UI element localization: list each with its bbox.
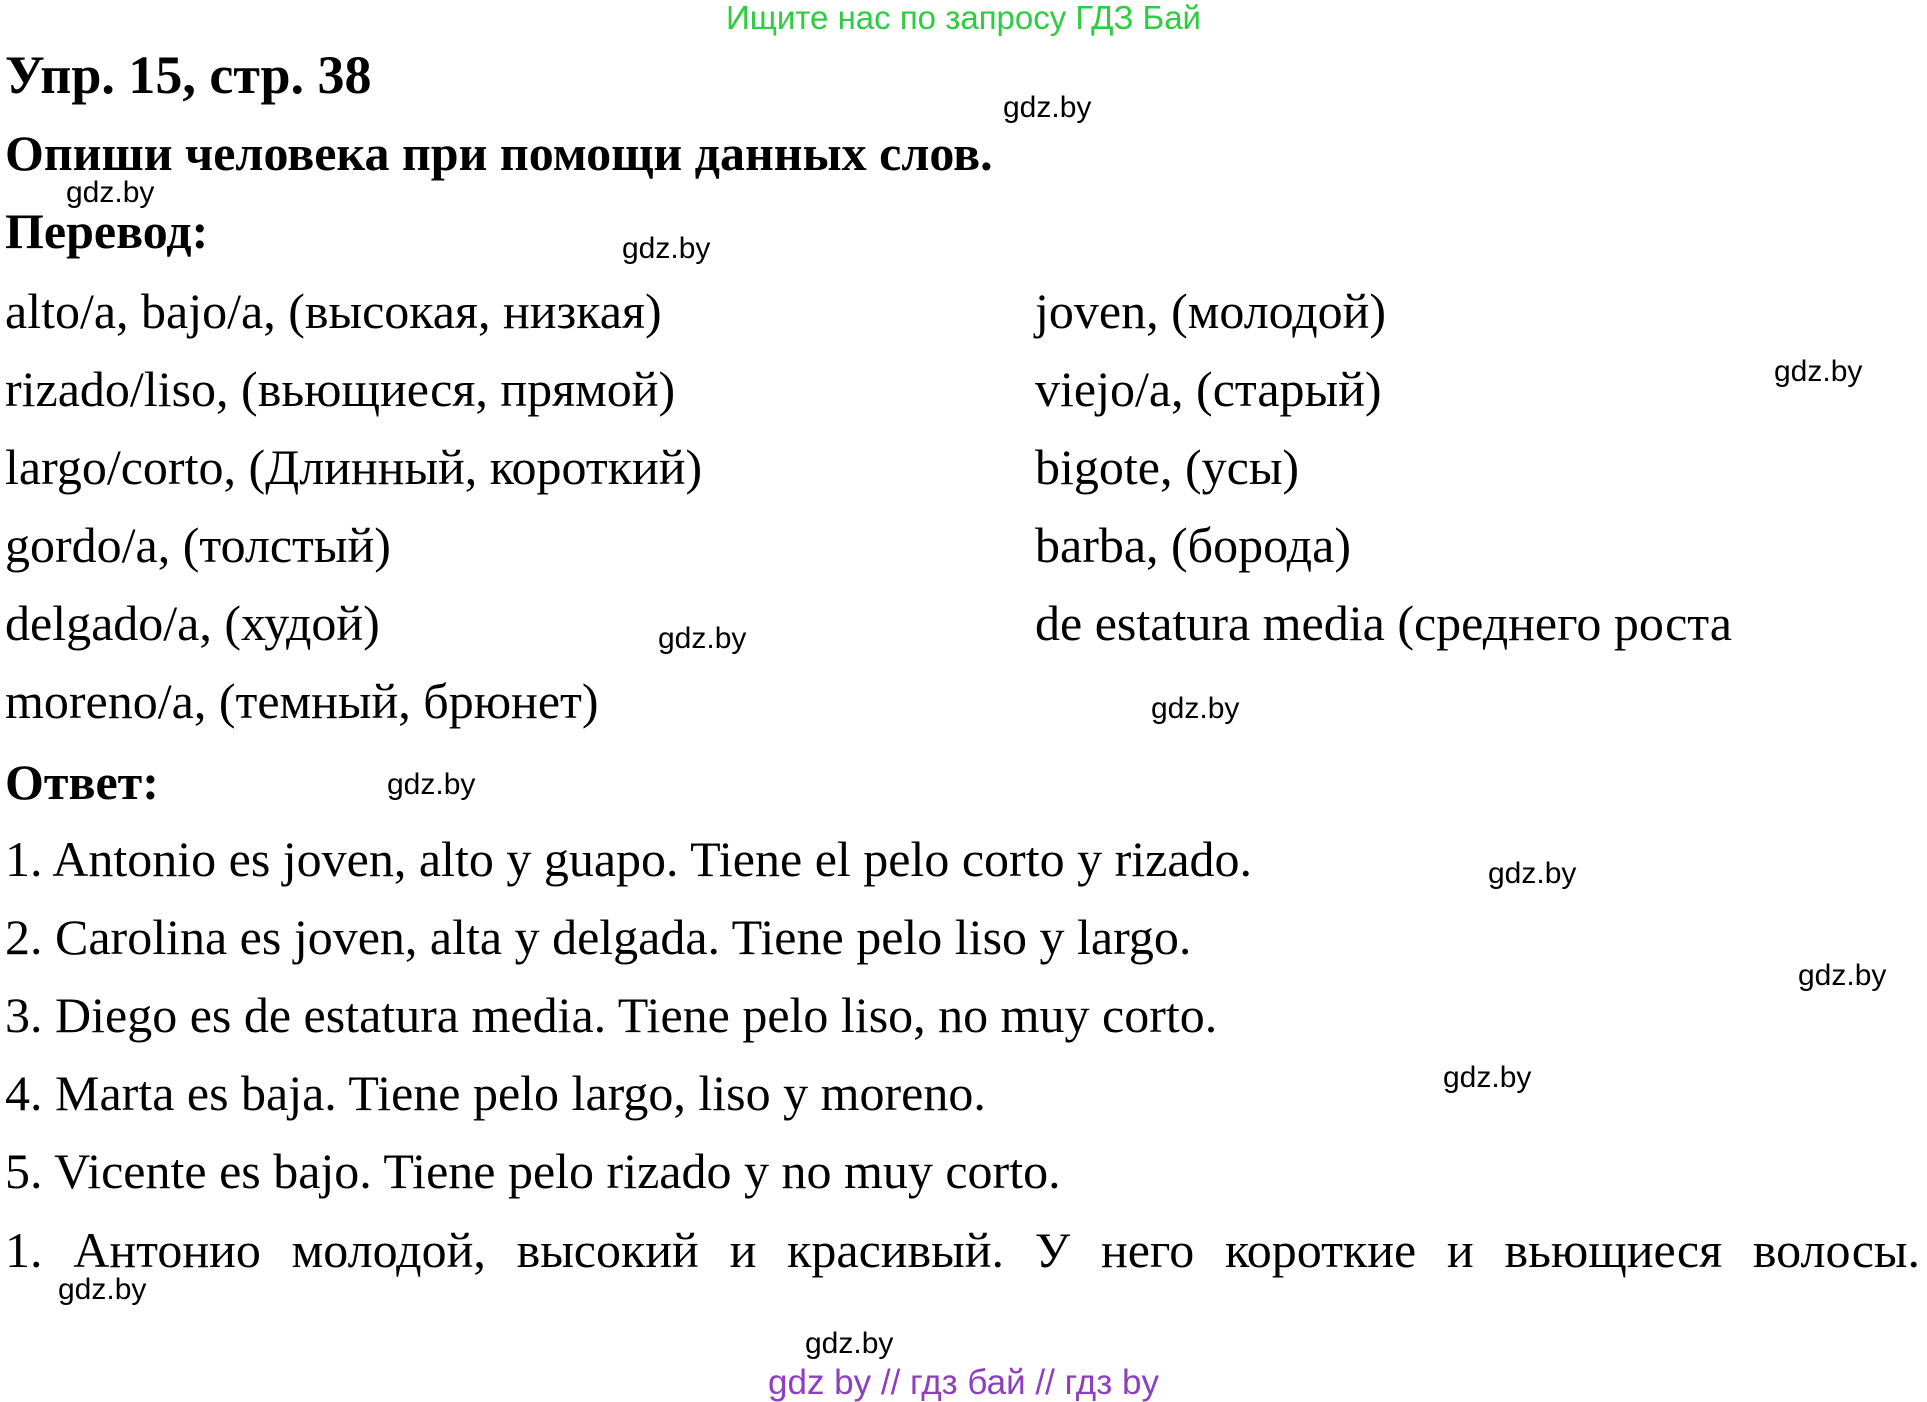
vocab-right-item: barba, (борода): [1035, 517, 1351, 573]
vocab-right-item: de estatura media (среднего роста: [1035, 595, 1732, 651]
watermark: gdz.by: [387, 768, 476, 801]
watermark: gdz.by: [66, 176, 155, 209]
watermark: gdz.by: [805, 1327, 894, 1360]
top-banner: Ищите нас по запросу ГДЗ Бай: [726, 0, 1201, 36]
watermark: gdz.by: [622, 232, 711, 265]
watermark: gdz.by: [1003, 91, 1092, 124]
answer-line: 4. Marta es baja. Tiene pelo largo, liso y moreno.: [5, 1065, 986, 1121]
watermark: gdz.by: [1151, 692, 1240, 725]
vocab-left-item: moreno/a, (темный, брюнет): [5, 673, 599, 729]
watermark: gdz.by: [1798, 959, 1887, 992]
bottom-banner: gdz by // гдз бай // гдз by: [768, 1363, 1159, 1402]
answer-line: 1. Antonio es joven, alto y guapo. Tiene el pelo corto y rizado.: [5, 831, 1253, 887]
exercise-title: Упр. 15, стр. 38: [5, 45, 372, 105]
watermark: gdz.by: [658, 622, 747, 655]
vocab-right-item: bigote, (усы): [1035, 439, 1300, 495]
vocab-right-item: viejo/a, (старый): [1035, 361, 1382, 417]
answer-line: 5. Vicente es bajo. Tiene pelo rizado y no muy corto.: [5, 1143, 1061, 1199]
vocab-left-item: rizado/liso, (вьющиеся, прямой): [5, 361, 676, 417]
watermark: gdz.by: [1488, 857, 1577, 890]
translation-answer: 1. Антонио молодой, высокий и красивый. У него короткие и вьющиеся волосы.: [5, 1222, 1920, 1278]
vocab-right-item: joven, (молодой): [1035, 283, 1387, 339]
vocab-left-item: gordo/a, (толстый): [5, 517, 391, 573]
watermark: gdz.by: [1774, 355, 1863, 388]
vocab-left-item: largo/corto, (Длинный, короткий): [5, 439, 703, 495]
vocab-left-item: delgado/a, (худой): [5, 595, 380, 651]
translation-heading: Перевод:: [5, 203, 209, 259]
answer-line: 3. Diego es de estatura media. Tiene pelo liso, no muy corto.: [5, 987, 1218, 1043]
answer-heading: Ответ:: [5, 754, 159, 810]
vocab-left-item: alto/a, bajo/a, (высокая, низкая): [5, 283, 662, 339]
watermark: gdz.by: [58, 1273, 147, 1306]
answer-line: 2. Carolina es joven, alta y delgada. Tiene pelo liso y largo.: [5, 909, 1192, 965]
task-instruction: Опиши человека при помощи данных слов.: [5, 125, 993, 181]
watermark: gdz.by: [1443, 1061, 1532, 1094]
